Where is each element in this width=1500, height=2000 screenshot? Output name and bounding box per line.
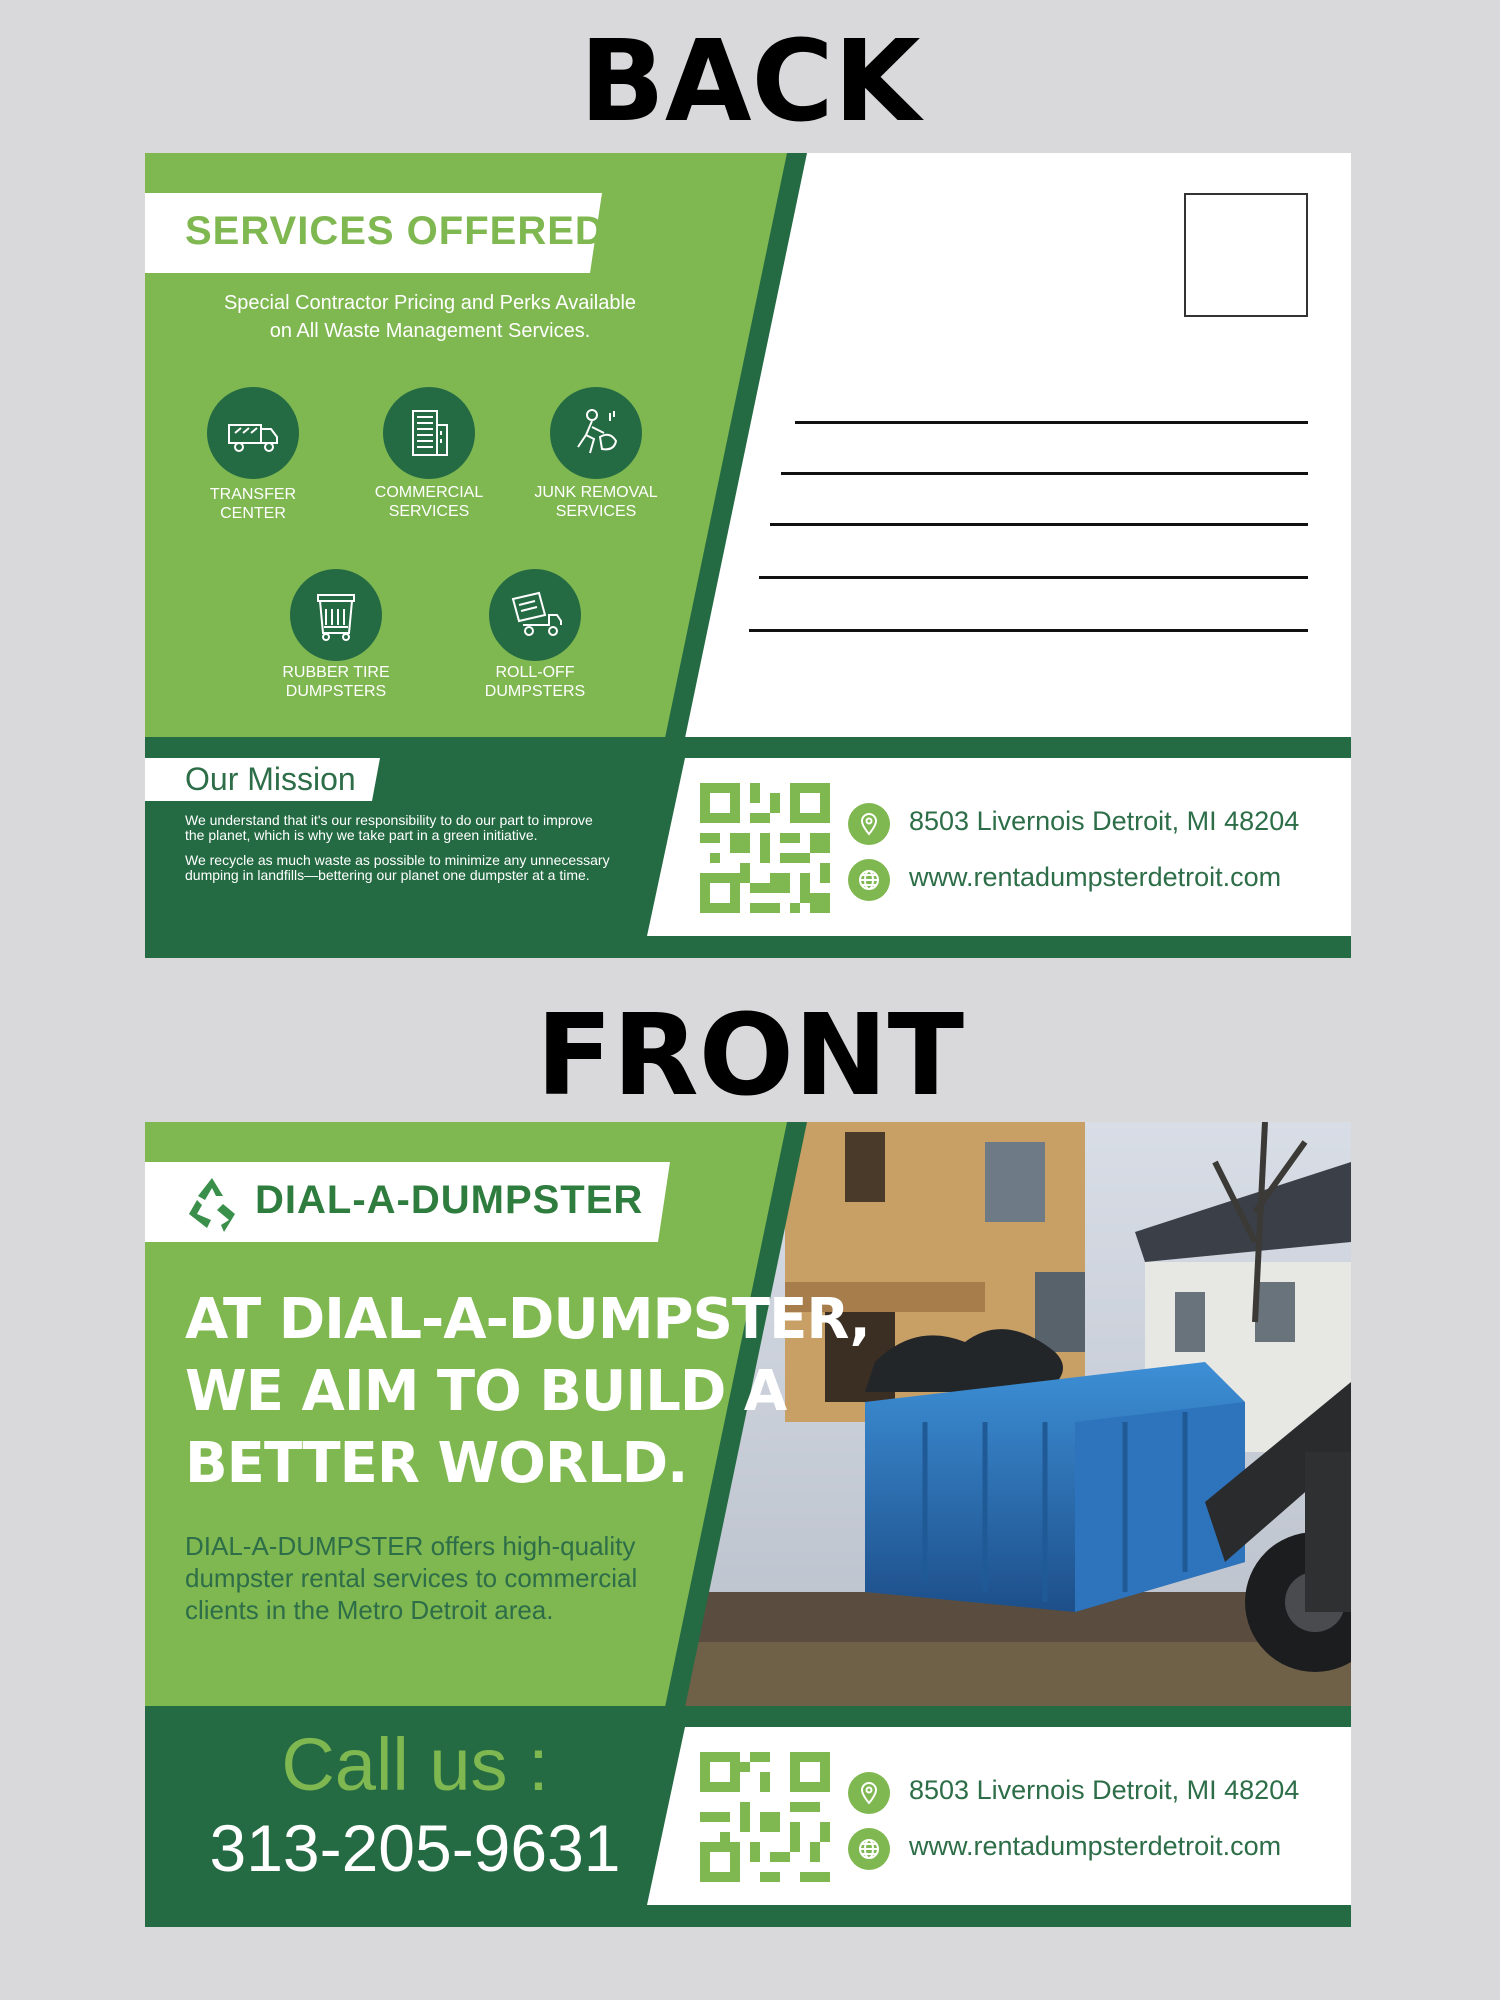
headline-line: AT DIAL-A-DUMPSTER,: [185, 1287, 870, 1352]
stamp-box: [1184, 193, 1308, 317]
web-icon-badge: [848, 1828, 890, 1870]
qr-code[interactable]: [700, 1752, 830, 1882]
service-label-line: SERVICES: [555, 503, 637, 520]
truck-icon: [223, 403, 283, 463]
body-line: clients in the Metro Detroit area.: [185, 1595, 554, 1625]
service-badge-rubber-tire: [290, 569, 382, 661]
qr-code[interactable]: [700, 783, 830, 913]
service-label-line: CENTER: [220, 505, 286, 522]
address-line: [781, 472, 1308, 475]
mission-title: Our Mission: [185, 761, 356, 797]
services-subtitle-line: on All Waste Management Services.: [269, 320, 591, 342]
front-label: FRONT: [535, 991, 965, 1121]
service-badge-roll-off: [489, 569, 581, 661]
location-icon-badge: [848, 803, 890, 845]
postcard-front: [145, 1122, 1351, 1927]
website-link[interactable]: www.rentadumpsterdetroit.com: [909, 1831, 1282, 1861]
mission-line: the planet, which is why we take part in a green initiative.: [185, 827, 538, 843]
service-label-junk: [521, 483, 671, 521]
recycle-logo-icon: [183, 1174, 241, 1232]
service-label-roll-off: [460, 663, 610, 701]
service-badge-junk: [550, 387, 642, 479]
mission-line: We recycle as much waste as possible to minimize any unnecessary: [185, 852, 610, 868]
website-link[interactable]: www.rentadumpsterdetroit.com: [909, 862, 1282, 892]
body-line: DIAL-A-DUMPSTER offers high-quality: [185, 1531, 636, 1561]
body-line: dumpster rental services to commercial: [185, 1563, 638, 1593]
mission-text: [185, 813, 610, 883]
brand-name: DIAL-A-DUMPSTER: [255, 1178, 644, 1222]
service-label-transfer: [178, 485, 328, 523]
service-label-rubber-tire: [261, 663, 411, 701]
dumpster-bin-icon: [306, 585, 366, 645]
location-pin-icon: [857, 812, 881, 836]
address-line: [749, 629, 1308, 632]
service-label-commercial: [354, 483, 504, 521]
address-text: 8503 Livernois Detroit, MI 48204: [909, 806, 1300, 836]
call-us-label: Call us :: [281, 1723, 549, 1806]
service-label-line: SERVICES: [388, 503, 470, 520]
service-label-line: DUMPSTERS: [484, 683, 586, 700]
mission-line: We understand that it's our responsibility to do our part to improve: [185, 812, 593, 828]
headline: [185, 1284, 870, 1500]
postcard-back: [145, 153, 1351, 958]
services-subtitle-line: Special Contractor Pricing and Perks Available: [223, 292, 637, 314]
mission-line: dumping in landfills—bettering our planet one dumpster at a time.: [185, 867, 590, 883]
building-icon: [399, 403, 459, 463]
address-text: 8503 Livernois Detroit, MI 48204: [909, 1775, 1300, 1805]
globe-icon: [857, 868, 881, 892]
headline-line: WE AIM TO BUILD A: [185, 1359, 787, 1424]
service-label-line: DUMPSTERS: [285, 683, 387, 700]
location-pin-icon: [857, 1781, 881, 1805]
worker-icon: [566, 403, 626, 463]
dump-truck-icon: [505, 585, 565, 645]
services-subtitle: [145, 289, 715, 345]
web-icon-badge: [848, 859, 890, 901]
back-label: BACK: [579, 17, 921, 147]
globe-icon: [857, 1837, 881, 1861]
service-label-line: TRANSFER: [209, 486, 297, 503]
service-label-line: COMMERCIAL: [374, 484, 484, 501]
service-badge-commercial: [383, 387, 475, 479]
service-badge-transfer: [207, 387, 299, 479]
location-icon-badge: [848, 1772, 890, 1814]
phone-number[interactable]: 313-205-9631: [209, 1811, 621, 1885]
service-label-line: JUNK REMOVAL: [534, 484, 658, 501]
address-line: [795, 421, 1308, 424]
service-label-line: RUBBER TIRE: [282, 664, 390, 681]
address-line: [759, 576, 1308, 579]
headline-line: BETTER WORLD.: [185, 1431, 688, 1496]
address-line: [770, 523, 1308, 526]
body-copy: [185, 1530, 637, 1626]
service-label-line: ROLL-OFF: [495, 664, 575, 681]
services-title: SERVICES OFFERED: [185, 209, 605, 253]
